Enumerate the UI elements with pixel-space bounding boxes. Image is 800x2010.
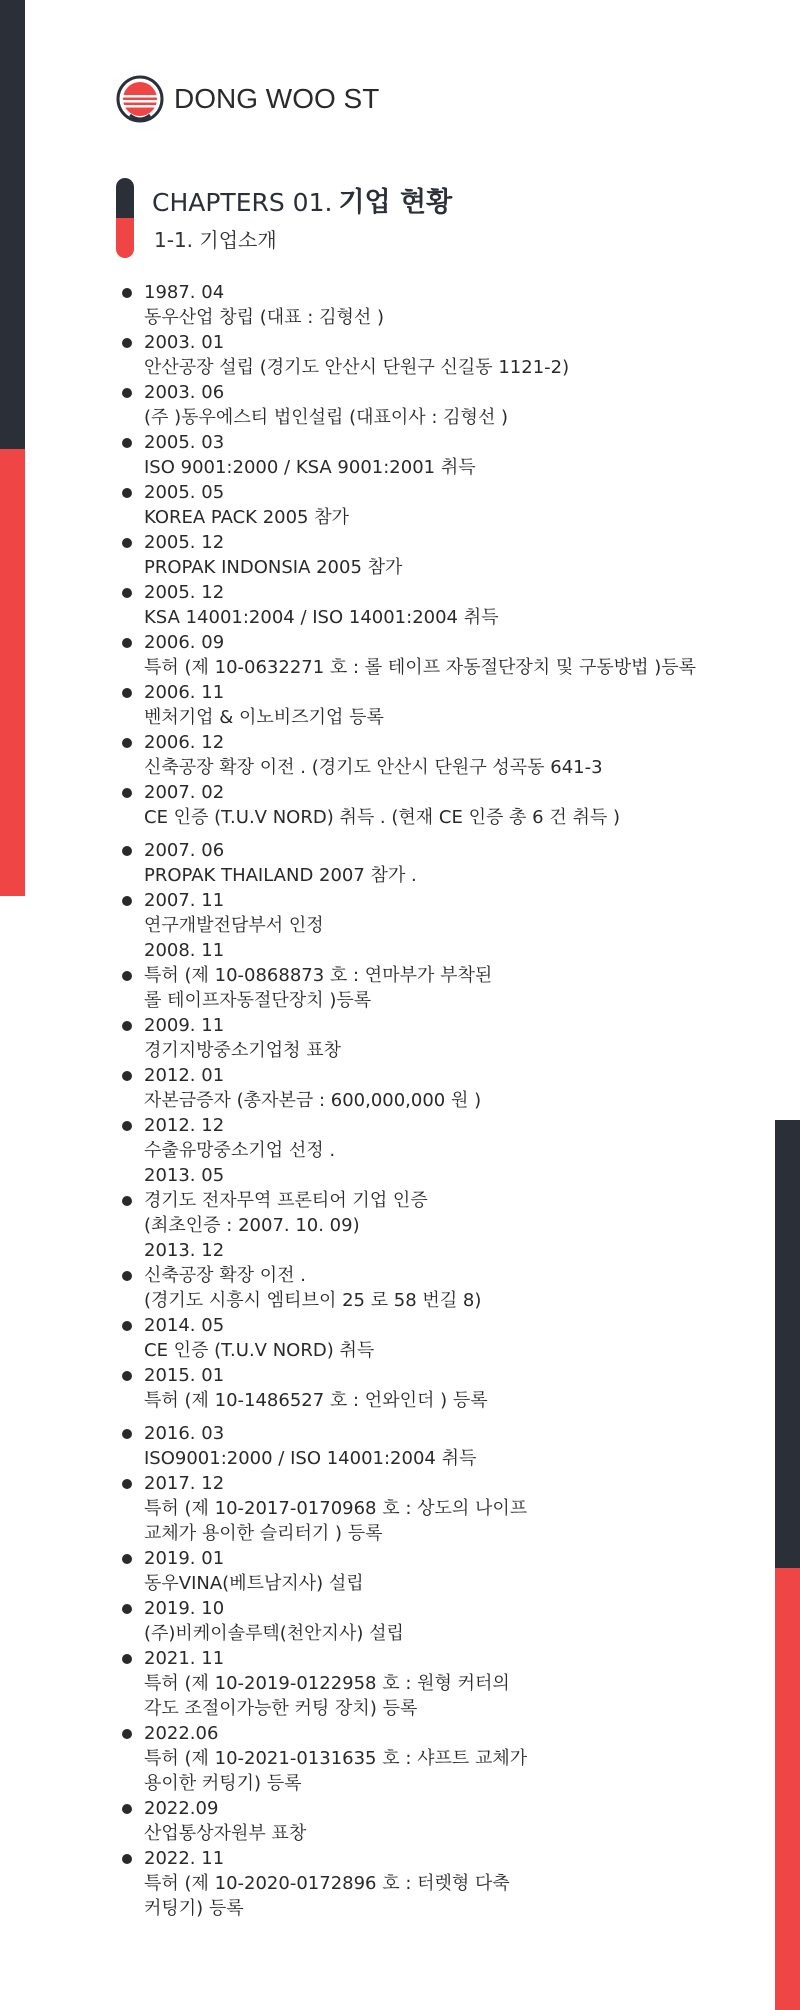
timeline-line: 2005. 12 (144, 532, 225, 553)
timeline-line: 2014. 05 (144, 1315, 225, 1336)
timeline-line: 2003. 01 (144, 332, 225, 353)
timeline-line: 1987. 04 (144, 282, 225, 303)
timeline-item (118, 1188, 758, 1263)
timeline-line: 2022.06 (144, 1723, 219, 1744)
timeline-line: 동우산업 창립 (대표 : 김형선 ) (144, 307, 384, 328)
timeline-item (118, 963, 758, 1013)
timeline-item (118, 380, 758, 430)
left-edge-red-bar (0, 449, 25, 896)
timeline-line: 커팅기) 등록 (144, 1898, 244, 1919)
timeline-line: 2006. 09 (144, 632, 225, 653)
timeline-item (118, 1596, 758, 1646)
timeline-line: 특허 (제 10-1486527 호 : 언와인더 ) 등록 (144, 1390, 488, 1411)
timeline-line: 2016. 03 (144, 1423, 225, 1444)
timeline-line: 2021. 11 (144, 1648, 225, 1669)
timeline-line: 2005. 12 (144, 582, 225, 603)
timeline-line: 특허 (제 10-0632271 호 : 롤 테이프 자동절단장치 및 구동방법 )등록 (144, 657, 697, 678)
timeline-item (118, 530, 758, 580)
timeline-item (118, 1313, 758, 1363)
timeline-item (118, 630, 758, 680)
timeline-item (118, 1471, 758, 1546)
timeline-line: 특허 (제 10-2020-0172896 호 : 터렛형 다축 (144, 1873, 510, 1894)
right-edge-dark-bar (775, 1120, 800, 1568)
timeline-line: 2015. 01 (144, 1365, 225, 1386)
timeline-line: KSA 14001:2004 / ISO 14001:2004 취득 (144, 607, 499, 628)
history-timeline (118, 280, 758, 1921)
timeline-line: 신축공장 확장 이전 . (경기도 안산시 단원구 성곡동 641-3 (144, 757, 603, 778)
timeline-line: 자본금증자 (총자본금 : 600,000,000 원 ) (144, 1090, 482, 1111)
timeline-item (118, 838, 758, 888)
timeline-item (118, 1063, 758, 1113)
timeline-line: ISO9001:2000 / ISO 14001:2004 취득 (144, 1448, 477, 1469)
timeline-line: 2013. 05 (144, 1165, 225, 1186)
timeline-item (118, 1796, 758, 1846)
timeline-item (118, 1721, 758, 1796)
timeline-item (118, 280, 758, 330)
timeline-line: 2006. 12 (144, 732, 225, 753)
timeline-line: 롤 테이프자동절단장치 )등록 (144, 990, 372, 1011)
timeline-line: 벤처기업 & 이노비즈기업 등록 (144, 707, 384, 728)
timeline-item (118, 730, 758, 780)
timeline-line: 용이한 커팅기) 등록 (144, 1773, 302, 1794)
section-subtitle: 1-1. 기업소개 (154, 228, 277, 252)
timeline-line: (최초인증 : 2007. 10. 09) (144, 1215, 360, 1236)
timeline-item (118, 680, 758, 730)
timeline-item (118, 1421, 758, 1471)
timeline-line: 특허 (제 10-2021-0131635 호 : 샤프트 교체가 (144, 1748, 528, 1769)
timeline-line: 2007. 02 (144, 782, 225, 803)
timeline-line: (주)비케이솔루텍(천안지사) 설립 (144, 1623, 404, 1644)
timeline-line: 2019. 10 (144, 1598, 225, 1619)
timeline-item (118, 780, 758, 830)
timeline-line: 2012. 12 (144, 1115, 225, 1136)
timeline-line: 2022.09 (144, 1798, 219, 1819)
chapter-heading (152, 180, 452, 219)
timeline-item (118, 1013, 758, 1063)
timeline-line: (경기도 시흥시 엠티브이 25 로 58 번길 8) (144, 1290, 482, 1311)
timeline-line: 2007. 11 (144, 890, 225, 911)
timeline-item (118, 1646, 758, 1721)
timeline-line: 동우VINA(베트남지사) 설립 (144, 1573, 364, 1594)
timeline-line: 2008. 11 (144, 940, 225, 961)
timeline-item (118, 1113, 758, 1188)
timeline-item (118, 1546, 758, 1596)
timeline-line: 특허 (제 10-2017-0170968 호 : 상도의 나이프 (144, 1498, 528, 1519)
right-edge-red-bar (775, 1568, 800, 2010)
timeline-line: 경기도 전자무역 프론티어 기업 인증 (144, 1190, 428, 1211)
timeline-item (118, 1263, 758, 1313)
timeline-item (118, 1846, 758, 1921)
timeline-line: 교체가 용이한 슬리터기 ) 등록 (144, 1523, 383, 1544)
timeline-item (118, 580, 758, 630)
timeline-line: 연구개발전담부서 인정 (144, 915, 324, 936)
timeline-item (118, 1363, 758, 1413)
timeline-line: CE 인증 (T.U.V NORD) 취득 . (현재 CE 인증 총 6 건 취득 ) (144, 807, 620, 828)
timeline-line: 2019. 01 (144, 1548, 225, 1569)
timeline-line: 신축공장 확장 이전 . (144, 1265, 306, 1286)
timeline-line: 수출유망중소기업 선정 . (144, 1140, 336, 1161)
timeline-item (118, 430, 758, 480)
timeline-item (118, 330, 758, 380)
timeline-line: 2007. 06 (144, 840, 225, 861)
timeline-line: 2017. 12 (144, 1473, 225, 1494)
chapter-marker (116, 178, 134, 258)
timeline-line: PROPAK INDONSIA 2005 참가 (144, 557, 403, 578)
timeline-item (118, 888, 758, 963)
timeline-line: 2013. 12 (144, 1240, 225, 1261)
timeline-line: (주 )동우에스티 법인설립 (대표이사 : 김형선 ) (144, 407, 509, 428)
logo-emblem-icon (116, 75, 164, 123)
timeline-line: ISO 9001:2000 / KSA 9001:2001 취득 (144, 457, 476, 478)
timeline-line: 경기지방중소기업청 표창 (144, 1040, 341, 1061)
chapter-label: CHAPTERS 01. (152, 188, 333, 217)
timeline-line: 2005. 03 (144, 432, 225, 453)
timeline-line: 특허 (제 10-2019-0122958 호 : 원형 커터의 (144, 1673, 510, 1694)
chapter-title: 기업 현황 (338, 187, 453, 218)
timeline-item (118, 480, 758, 530)
timeline-line: 2003. 06 (144, 382, 225, 403)
timeline-line: 안산공장 설립 (경기도 안산시 단원구 신길동 1121-2) (144, 357, 570, 378)
timeline-line: 2005. 05 (144, 482, 225, 503)
timeline-line: 2009. 11 (144, 1015, 225, 1036)
left-edge-dark-bar (0, 0, 25, 449)
timeline-line: KOREA PACK 2005 참가 (144, 507, 350, 528)
timeline-line: PROPAK THAILAND 2007 참가 . (144, 865, 417, 886)
timeline-line: 2006. 11 (144, 682, 225, 703)
timeline-line: 산업통상자원부 표창 (144, 1823, 307, 1844)
timeline-line: 2012. 01 (144, 1065, 225, 1086)
timeline-line: 2022. 11 (144, 1848, 225, 1869)
timeline-line: 각도 조절이가능한 커팅 장치) 등록 (144, 1698, 418, 1719)
timeline-line: CE 인증 (T.U.V NORD) 취득 (144, 1340, 375, 1361)
brand-name: DONG WOO ST (174, 83, 380, 114)
timeline-line: 특허 (제 10-0868873 호 : 연마부가 부착된 (144, 965, 493, 986)
brand-logo (116, 75, 379, 123)
